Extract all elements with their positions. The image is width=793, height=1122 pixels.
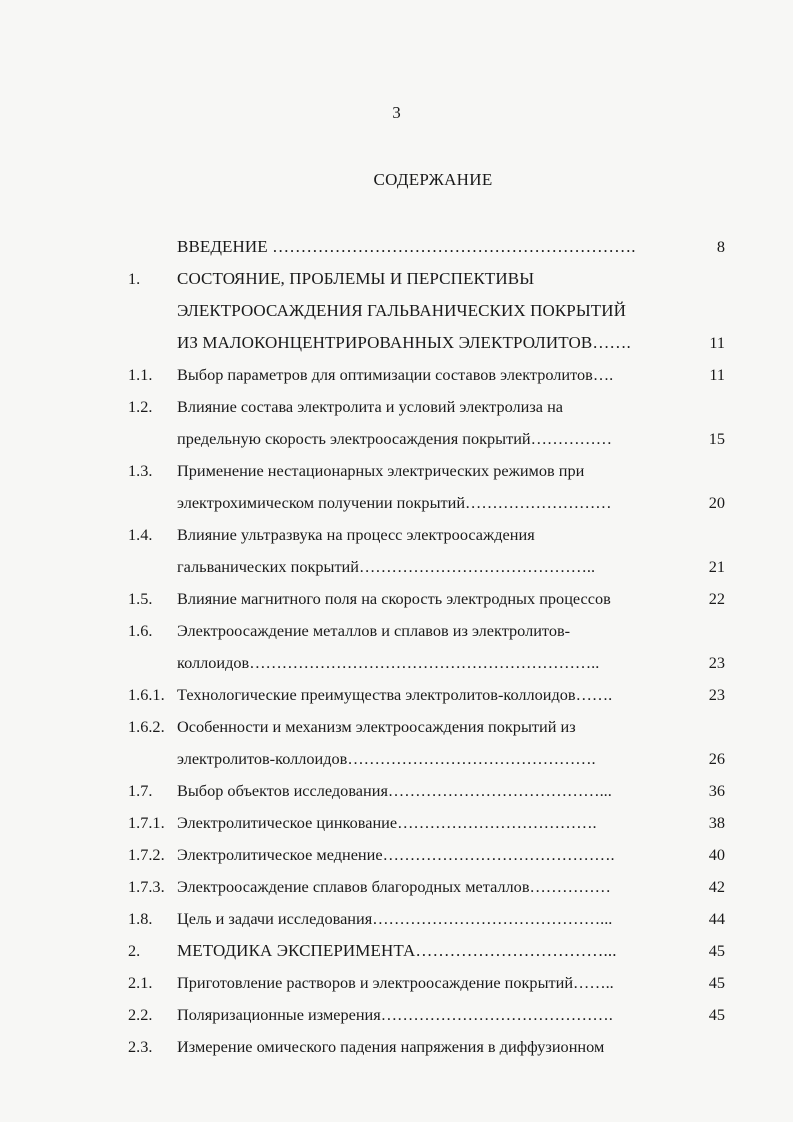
toc-entry — [0, 839, 793, 871]
toc-entry-page: 45 — [708, 973, 725, 992]
toc-entry-page: 45 — [708, 941, 725, 960]
toc-entry-number: 1.3. — [128, 461, 153, 480]
toc-entry-number: 2.3. — [128, 1037, 153, 1056]
toc-entry — [0, 583, 793, 615]
toc-entry — [0, 455, 793, 487]
toc-entry — [0, 775, 793, 807]
toc-entry-page: 23 — [708, 653, 725, 672]
toc-entry-number: 1.7. — [128, 781, 153, 800]
toc-entry — [0, 1031, 793, 1063]
toc-entry — [0, 487, 793, 519]
toc-entry-text: гальванических покрытий…………………………………….. — [177, 557, 596, 576]
toc-entry-page: 21 — [708, 557, 725, 576]
toc-entry — [0, 327, 793, 359]
toc-entry — [0, 551, 793, 583]
toc-entry — [0, 647, 793, 679]
toc-entry-number: 2.1. — [128, 973, 153, 992]
toc-entry-page: 23 — [708, 685, 725, 704]
toc-entry-text: Особенности и механизм электроосаждения покрытий из — [177, 717, 576, 736]
table-of-contents — [0, 231, 793, 1063]
toc-entry-text: электрохимическом получении покрытий……………………… — [177, 493, 612, 512]
toc-entry-page: 15 — [708, 429, 725, 448]
toc-entry — [0, 743, 793, 775]
toc-entry-number: 1.7.2. — [128, 845, 165, 864]
toc-entry-number: 1.1. — [128, 365, 153, 384]
toc-entry — [0, 519, 793, 551]
toc-entry — [0, 391, 793, 423]
toc-entry-number: 1.6.1. — [128, 685, 165, 704]
toc-entry — [0, 679, 793, 711]
toc-entry-text: Цель и задачи исследования……………………………………... — [177, 909, 613, 928]
toc-entry-text: СОСТОЯНИЕ, ПРОБЛЕМЫ И ПЕРСПЕКТИВЫ — [177, 269, 535, 288]
toc-entry — [0, 871, 793, 903]
toc-entry-text: Выбор параметров для оптимизации составов электролитов…. — [177, 365, 614, 384]
toc-entry-text: Электроосаждение металлов и сплавов из электролитов- — [177, 621, 571, 640]
toc-title: СОДЕРЖАНИЕ — [373, 170, 493, 189]
toc-entry-text: ЭЛЕКТРООСАЖДЕНИЯ ГАЛЬВАНИЧЕСКИХ ПОКРЫТИЙ — [177, 301, 627, 320]
toc-entry-number: 1.7.3. — [128, 877, 165, 896]
toc-entry-number: 1. — [128, 269, 141, 288]
toc-entry — [0, 231, 793, 263]
toc-entry-text: Электролитическое цинкование………………………………. — [177, 813, 597, 832]
toc-entry-page: 45 — [708, 1005, 725, 1024]
toc-entry — [0, 935, 793, 967]
toc-entry — [0, 967, 793, 999]
toc-entry-page: 20 — [708, 493, 725, 512]
toc-entry-text: Влияние ультразвука на процесс электроосаждения — [177, 525, 535, 544]
page-number: 3 — [392, 103, 401, 122]
toc-entry-text: Влияние состава электролита и условий электролиза на — [177, 397, 564, 416]
toc-entry-number: 1.6.2. — [128, 717, 165, 736]
toc-entry-page: 42 — [708, 877, 725, 896]
toc-entry-text: предельную скорость электроосаждения покрытий…………… — [177, 429, 613, 448]
toc-entry-number: 1.2. — [128, 397, 153, 416]
toc-entry-text: ИЗ МАЛОКОНЦЕНТРИРОВАННЫХ ЭЛЕКТРОЛИТОВ……. — [177, 333, 631, 352]
toc-entry — [0, 263, 793, 295]
toc-entry-text: ВВЕДЕНИЕ ………………………………………………………. — [177, 237, 636, 256]
toc-entry-number: 1.7.1. — [128, 813, 165, 832]
toc-entry-text: Измерение омического падения напряжения в диффузионном — [177, 1037, 605, 1056]
toc-entry-number: 1.8. — [128, 909, 153, 928]
toc-entry-text: Электроосаждение сплавов благородных металлов…………… — [177, 877, 611, 896]
toc-entry-text: Применение нестационарных электрических режимов при — [177, 461, 585, 480]
toc-entry — [0, 615, 793, 647]
toc-entry-page: 26 — [708, 749, 725, 768]
toc-entry-page: 40 — [708, 845, 725, 864]
toc-entry-page: 22 — [708, 589, 725, 608]
toc-entry-text: Поляризационные измерения……………………………………. — [177, 1005, 613, 1024]
toc-entry-page: 11 — [709, 333, 725, 352]
toc-entry-page: 38 — [708, 813, 725, 832]
toc-entry-number: 2. — [128, 941, 141, 960]
toc-entry — [0, 999, 793, 1031]
toc-entry — [0, 423, 793, 455]
toc-entry-page: 36 — [708, 781, 725, 800]
toc-entry-number: 1.4. — [128, 525, 153, 544]
toc-entry — [0, 903, 793, 935]
toc-entry-text: коллоидов……………………………………………………….. — [177, 653, 600, 672]
toc-entry-number: 1.5. — [128, 589, 153, 608]
toc-entry-page: 11 — [709, 365, 725, 384]
toc-entry-number: 2.2. — [128, 1005, 153, 1024]
toc-entry — [0, 711, 793, 743]
toc-entry-text: Влияние магнитного поля на скорость электродных процессов — [177, 589, 611, 608]
toc-entry-text: Электролитическое меднение……………………………………. — [177, 845, 615, 864]
toc-entry-text: электролитов-коллоидов………………………………………. — [177, 749, 596, 768]
toc-entry — [0, 295, 793, 327]
toc-entry-page: 8 — [716, 237, 725, 256]
toc-entry-number: 1.6. — [128, 621, 153, 640]
toc-entry-text: Технологические преимущества электролитов-коллоидов……. — [177, 685, 613, 704]
toc-entry-page: 44 — [708, 909, 725, 928]
toc-entry-text: Приготовление растворов и электроосаждение покрытий…….. — [177, 973, 614, 992]
toc-entry-text: МЕТОДИКА ЭКСПЕРИМЕНТА……………………………... — [177, 941, 617, 960]
toc-entry — [0, 807, 793, 839]
toc-entry — [0, 359, 793, 391]
toc-entry-text: Выбор объектов исследования…………………………………... — [177, 781, 612, 800]
